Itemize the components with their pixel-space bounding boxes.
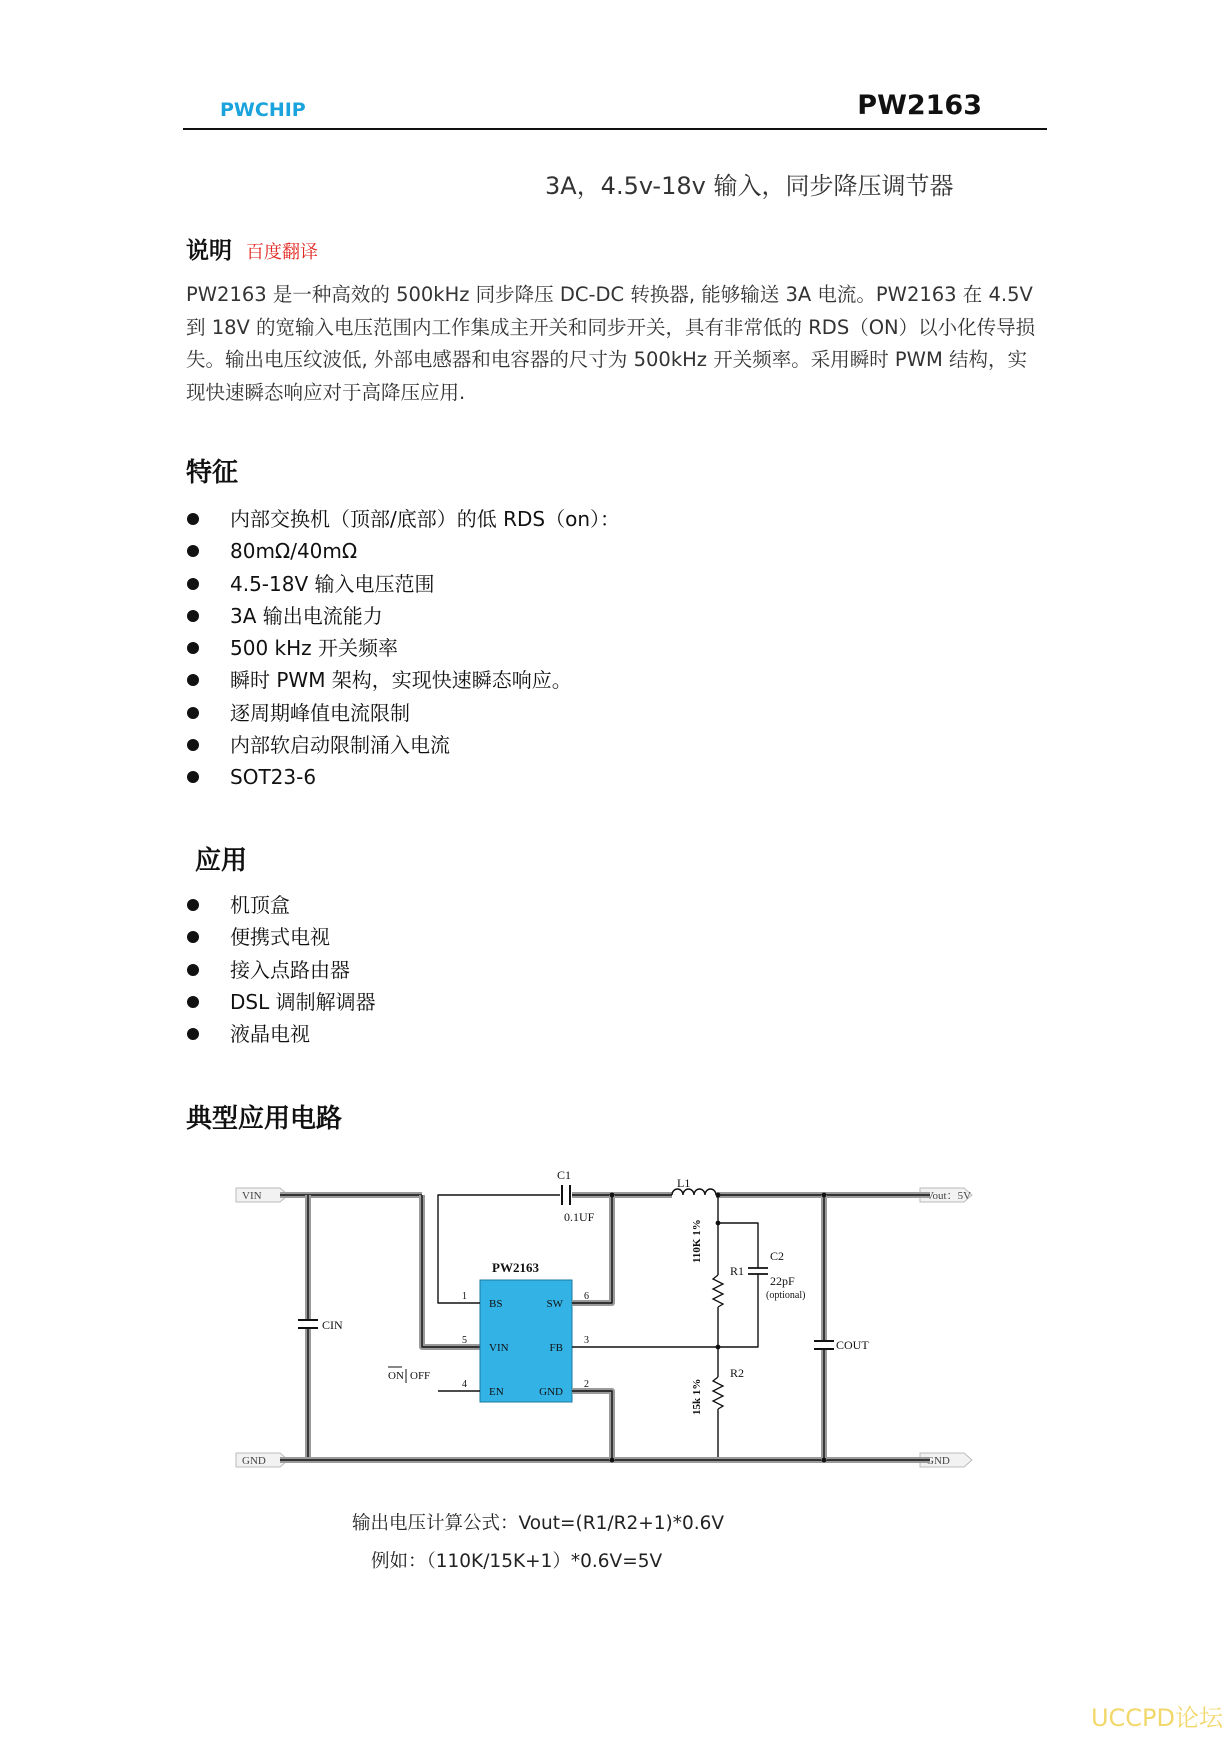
list-item: 液晶电视 [186, 1018, 376, 1050]
pin-number-4: 4 [462, 1379, 467, 1390]
list-item: 逐周期峰值电流限制 [186, 697, 620, 729]
c1-value-label: 0.1UF [564, 1210, 595, 1224]
bullet-icon [187, 610, 199, 622]
c1-label: C1 [557, 1168, 572, 1182]
features-list [186, 503, 620, 794]
pin-number-1: 1 [462, 1291, 467, 1302]
r1-value-label: 110K 1% [691, 1219, 703, 1263]
pin-name-sw: SW [546, 1298, 563, 1310]
c2-bottom-wire [718, 1274, 758, 1347]
bullet-icon [187, 707, 199, 719]
vout-net-label: Vout：5V [926, 1190, 972, 1202]
pin-name-bs: BS [489, 1298, 503, 1310]
bullet-icon [187, 674, 199, 686]
pin-number-6: 6 [584, 1291, 589, 1302]
part-number: PW2163 [857, 90, 982, 121]
formula-example: 例如：（110K/15K+1）*0.6V=5V [371, 1551, 663, 1572]
applications-heading: 应用 [195, 846, 248, 876]
list-item: 3A 输出电流能力 [186, 600, 620, 632]
c2-note-label: (optional) [766, 1290, 806, 1301]
circuit-heading: 典型应用电路 [186, 1104, 343, 1134]
en-off-label: OFF [410, 1370, 431, 1382]
description-heading: 说明 [186, 238, 232, 264]
c2-value-label: 22pF [770, 1274, 795, 1288]
gnd-pin-wire [572, 1391, 612, 1460]
junction-dot [610, 1193, 615, 1198]
bullet-icon [187, 739, 199, 751]
r2-value-label: 15k 1% [691, 1378, 703, 1415]
bullet-icon [187, 513, 199, 525]
list-item: 80mΩ/40mΩ [186, 535, 620, 567]
pin-name-fb: FB [549, 1342, 563, 1354]
vin-to-pin5-shadow [422, 1195, 480, 1347]
watermark: UCCPD论坛 [1090, 1704, 1223, 1732]
list-item: 机顶盒 [186, 889, 376, 921]
list-item: 接入点路由器 [186, 954, 376, 986]
list-item: 内部软启动限制涌入电流 [186, 729, 620, 761]
bullet-icon [187, 545, 199, 557]
pin-number-3: 3 [584, 1335, 589, 1346]
list-item: SOT23-6 [186, 761, 620, 793]
list-item: DSL 调制解调器 [186, 986, 376, 1018]
description-text: PW2163 是一种高效的 500kHz 同步降压 DC-DC 转换器, 能够输送 3A 电流。PW2163 在 4.5V 到 18V 的宽输入电压范围内工作集成主开关和同步开关，具有非常低的 RDS（ON）以小化传导损失。输出电压纹波低, 外部电感器和电容器的尺寸为 500kHz 开关频率。采用瞬时 PWM 结构，实现快速瞬态响应对于高降压应用. [186, 283, 1036, 404]
gnd-net-label-left: GND [242, 1455, 266, 1467]
junction-dot [822, 1458, 827, 1463]
pin-number-2: 2 [584, 1379, 589, 1390]
r2-resistor [713, 1377, 723, 1409]
pin-name-en: EN [489, 1386, 504, 1398]
junction-dot [822, 1193, 827, 1198]
list-item: 瞬时 PWM 架构，实现快速瞬态响应。 [186, 664, 620, 696]
en-on-label: ON [388, 1370, 404, 1382]
document-subtitle: 3A，4.5v-18v 输入，同步降压调节器 [545, 172, 954, 200]
application-circuit-diagram [230, 1165, 1010, 1485]
bullet-icon [187, 771, 199, 783]
vin-to-pin5 [422, 1195, 480, 1347]
brand-name: PWCHIP [220, 99, 306, 121]
list-item: 内部交换机（顶部/底部）的低 RDS（on）： [186, 503, 620, 535]
pin-name-gnd: GND [539, 1386, 563, 1398]
c2-label: C2 [770, 1249, 785, 1263]
cin-label: CIN [322, 1318, 343, 1332]
junction-dot [716, 1221, 721, 1226]
cout-label: COUT [836, 1338, 869, 1352]
r1-label: R1 [730, 1264, 745, 1278]
bullet-icon [187, 996, 199, 1008]
gnd-pin-wire-shadow [572, 1391, 612, 1460]
bullet-icon [187, 578, 199, 590]
r1-resistor [713, 1275, 723, 1307]
junction-dot [610, 1458, 615, 1463]
ic-part-label: PW2163 [492, 1260, 539, 1275]
c2-top-wire [718, 1223, 758, 1268]
translation-tag: 百度翻译 [246, 242, 318, 263]
l1-label: L1 [677, 1176, 691, 1190]
bullet-icon [187, 642, 199, 654]
applications-list [186, 889, 376, 1050]
list-item: 4.5-18V 输入电压范围 [186, 568, 620, 600]
gnd-net-label-right: GND [926, 1455, 950, 1467]
bullet-icon [187, 931, 199, 943]
features-heading: 特征 [186, 458, 239, 488]
bullet-icon [187, 964, 199, 976]
header-rule [183, 128, 1047, 130]
output-voltage-formula: 输出电压计算公式：Vout=(R1/R2+1)*0.6V [352, 1513, 725, 1534]
pin-name-vin: VIN [489, 1342, 509, 1354]
bullet-icon [187, 899, 199, 911]
list-item: 500 kHz 开关频率 [186, 632, 620, 664]
pin-number-5: 5 [462, 1335, 467, 1346]
vin-net-label: VIN [242, 1190, 262, 1202]
bullet-icon [187, 1028, 199, 1040]
r2-label: R2 [730, 1366, 745, 1380]
list-item: 便携式电视 [186, 921, 376, 953]
